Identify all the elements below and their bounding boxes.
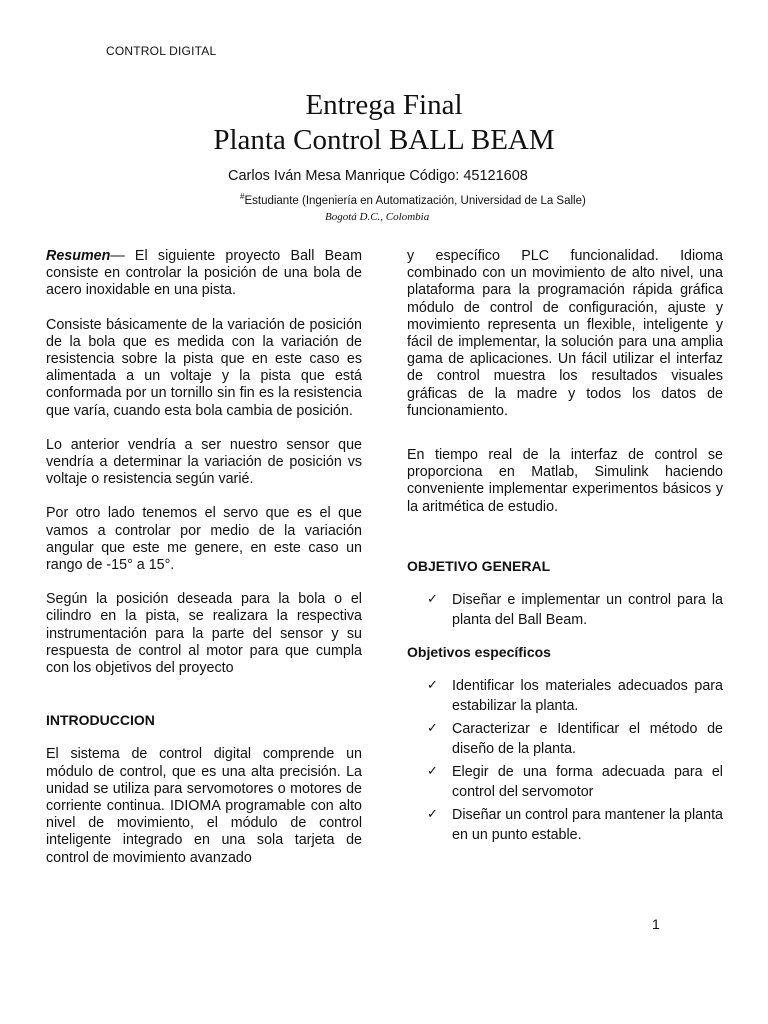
specific-objectives-list	[407, 676, 723, 845]
title-line-2: Planta Control BALL BEAM	[213, 124, 555, 156]
abstract-label: Resumen	[46, 248, 111, 264]
checkmark-icon: ✓	[427, 678, 438, 694]
checkmark-icon: ✓	[427, 721, 438, 737]
list-item	[427, 676, 723, 716]
page-number: 1	[652, 916, 660, 932]
general-objectives-list	[407, 590, 723, 630]
city: Bogotá D.C., Colombia	[325, 211, 430, 223]
list-item-text: Elegir de una forma adecuada para el control del servomotor	[452, 764, 723, 801]
intro-text: El sistema de control digital comprende un módulo de control, que es una alta precisión. La unidad se utiliza para servomotores o motores de corriente continua. IDIOMA programable con alto nivel de movimiento, el módulo de control inteligente integrado en una sola tarjeta de control de movimiento avanzado	[46, 746, 362, 866]
list-item	[427, 805, 723, 845]
list-item-text: Caracterizar e Identificar el método de diseño de la planta.	[452, 721, 723, 758]
paragraph-2: Lo anterior vendría a ser nuestro sensor que vendría a determinar la variación de posición vs voltaje o resistencia según varié.	[46, 436, 362, 488]
affiliation-mark: #	[240, 192, 245, 201]
list-item-text: Diseñar un control para mantener la planta en un punto estable.	[452, 807, 724, 844]
paper-title	[0, 88, 768, 158]
paragraph-4: Según la posición deseada para la bola o el cilindro en la pista, se realizara la respectiva instrumentación para la parte del sensor y su respuesta de control al motor para que cumpla con los objetivos del proyecto	[46, 591, 362, 677]
running-header: CONTROL DIGITAL	[106, 44, 217, 58]
list-item	[427, 719, 723, 759]
abstract	[46, 248, 362, 300]
list-item	[427, 762, 723, 802]
checkmark-icon: ✓	[427, 764, 438, 780]
checkmark-icon: ✓	[427, 592, 438, 608]
title-line-1: Entrega Final	[305, 89, 463, 121]
paragraph-3: Por otro lado tenemos el servo que es el que vamos a controlar por medio de la variación angular que este me genere, en este caso un rango de -15° a 15°.	[46, 505, 362, 574]
right-paragraph-1: y específico PLC funcionalidad. Idioma combinado con un movimiento de alto nivel, una plataforma para la programación rápida gráfica módulo de control de configuración, ajuste y movimiento representa un flexible, inteligente y fácil de implementar, la solución para una amplia gama de aplicaciones. Un fácil utilizar el interfaz de control muestra los resultados visuales gráficas de la madre y todos los datos de funcionamiento.	[407, 248, 723, 419]
objetivo-general-heading: OBJETIVO GENERAL	[407, 557, 551, 574]
right-column	[407, 248, 723, 848]
list-item-text: Identificar los materiales adecuados para estabilizar la planta.	[452, 678, 723, 715]
list-item	[427, 590, 723, 630]
right-paragraph-2: En tiempo real de la interfaz de control se proporciona en Matlab, Simulink haciendo conveniente implementar experimentos básicos y la aritmética de estudio.	[407, 447, 723, 515]
intro-heading: INTRODUCCION	[46, 712, 155, 729]
abstract-text: — El siguiente proyecto Ball Beam consiste en controlar la posición de una bola de acero inoxidable en una pista.	[46, 248, 362, 299]
affiliation	[240, 192, 586, 207]
objetivos-especificos-heading: Objetivos específicos	[407, 644, 551, 661]
list-item-text: Diseñar e implementar un control para la planta del Ball Beam.	[452, 592, 723, 629]
checkmark-icon: ✓	[427, 807, 438, 823]
author-line: Carlos Iván Mesa Manrique Código: 45121608	[228, 168, 528, 184]
paragraph-1: Consiste básicamente de la variación de posición de la bola que es medida con la variación de resistencia sobre la pista que en este caso es alimentada a un voltaje y la pista que está conformada por un tornillo sin fin es la resistencia que varía, cuando esta bola cambia de posición.	[46, 316, 362, 419]
affiliation-text: Estudiante (Ingeniería en Automatización, Universidad de La Salle)	[244, 194, 586, 207]
left-column	[46, 248, 362, 867]
